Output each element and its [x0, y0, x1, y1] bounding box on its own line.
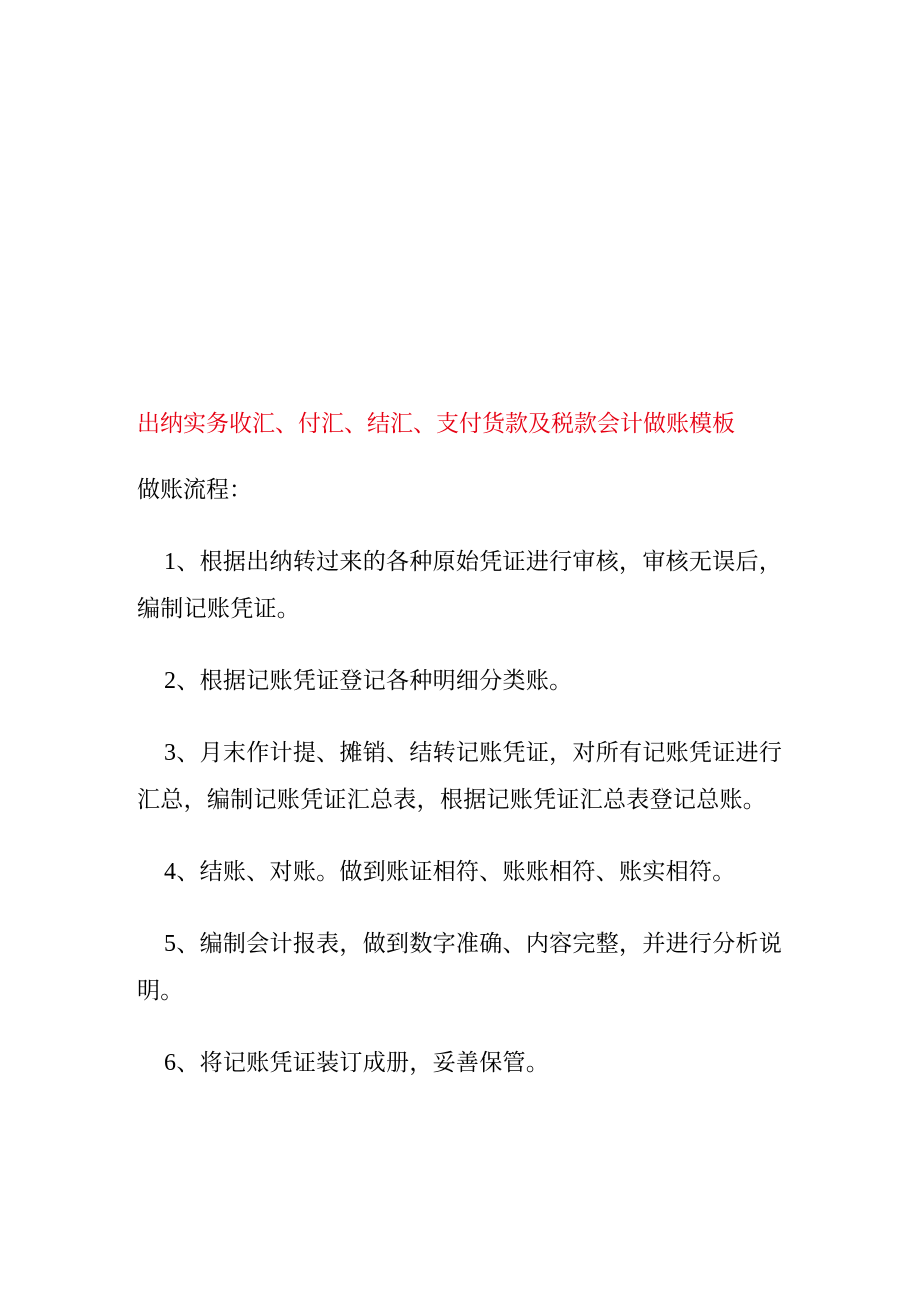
- step-item: [137, 730, 785, 824]
- step-item: [137, 1040, 785, 1087]
- step-separator: 、: [176, 1050, 200, 1076]
- step-separator: 、: [176, 740, 200, 766]
- step-item: [137, 921, 785, 1015]
- step-item: [137, 539, 785, 633]
- step-item: [137, 658, 785, 705]
- document-content: [137, 400, 785, 1087]
- step-number: 4: [164, 859, 177, 885]
- step-text: 编制会计报表，做到数字准确、内容完整，并进行分析说明。: [137, 931, 783, 1004]
- step-number: 2: [164, 668, 177, 694]
- step-text: 将记账凭证装订成册，妥善保管。: [199, 1050, 550, 1076]
- steps-list: [137, 539, 785, 1087]
- section-label: 做账流程：: [137, 477, 252, 503]
- step-text: 月末作计提、摊销、结转记账凭证，对所有记账凭证进行汇总，编制记账凭证汇总表，根据记账凭证汇总表登记总账。: [137, 740, 783, 813]
- step-number: 5: [164, 931, 177, 957]
- document-title: 出纳实务收汇、付汇、结汇、支付货款及税款会计做账模板: [137, 411, 735, 437]
- step-text: 根据记账凭证登记各种明细分类账。: [199, 668, 573, 694]
- step-text: 根据出纳转过来的各种原始凭证进行审核，审核无误后，编制记账凭证。: [137, 549, 783, 622]
- step-separator: 、: [176, 549, 200, 575]
- step-number: 6: [164, 1050, 177, 1076]
- step-separator: 、: [176, 859, 200, 885]
- step-item: [137, 849, 785, 896]
- step-separator: 、: [176, 668, 200, 694]
- step-text: 结账、对账。做到账证相符、账账相符、账实相符。: [199, 859, 736, 885]
- step-number: 1: [164, 549, 177, 575]
- step-separator: 、: [176, 931, 200, 957]
- step-number: 3: [164, 740, 177, 766]
